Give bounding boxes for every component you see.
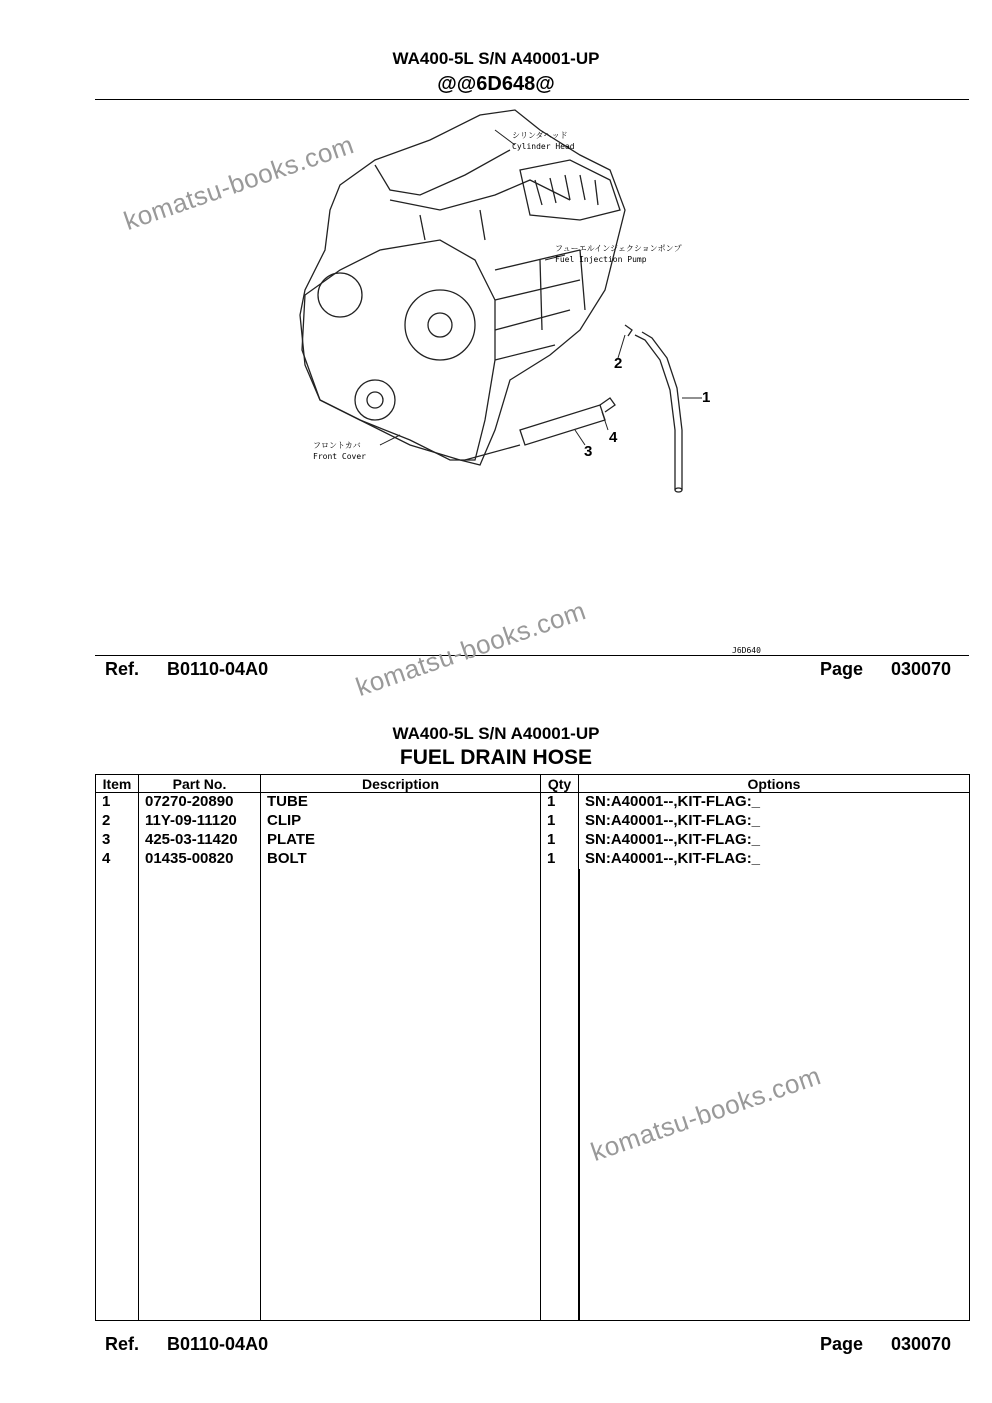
bottom-ref-label: Ref. (105, 1334, 140, 1354)
cylinder-head-label: Cylinder Head (512, 142, 575, 151)
part-no-cell: 07270-20890 (139, 793, 261, 813)
options-cell: SN:A40001--,KIT-FLAG:_ (579, 831, 970, 850)
model-title: WA400-5L S/N A40001-UP (392, 49, 600, 68)
part-no-cell: 425-03-11420 (139, 831, 261, 850)
options-cell: SN:A40001--,KIT-FLAG:_ (579, 812, 970, 831)
col-header-description: Description (261, 775, 541, 793)
item-cell: 1 (96, 793, 139, 813)
col-header-qty: Qty (541, 775, 579, 793)
watermark: komatsu-books.com (586, 1060, 825, 1168)
front-cover-label: Front Cover (313, 452, 366, 461)
bottom-ref-value: B0110-04A0 (167, 1334, 269, 1354)
table-filler-row (96, 869, 970, 1321)
table-row (96, 831, 970, 850)
filler-cell (541, 869, 579, 1321)
filler-cell (139, 869, 261, 1321)
options-cell: SN:A40001--,KIT-FLAG:_ (579, 850, 970, 869)
qty-cell: 1 (541, 793, 579, 813)
section-model-title: WA400-5L S/N A40001-UP (392, 724, 600, 743)
description-cell: PLATE (261, 831, 541, 850)
part-no-cell: 11Y-09-11120 (139, 812, 261, 831)
table-row (96, 793, 970, 813)
qty-cell: 1 (541, 850, 579, 869)
ref-value: B0110-04A0 (167, 659, 269, 679)
fuel-pump-label: Fuel Injection Pump (555, 255, 647, 264)
callout-3: 3 (584, 443, 593, 460)
front-cover-label-jp: フロントカバ (313, 441, 361, 450)
footer-top-divider (95, 655, 969, 656)
section-title: FUEL DRAIN HOSE (399, 746, 593, 769)
filler-cell (96, 869, 139, 1321)
col-header-options: Options (579, 775, 970, 793)
options-cell: SN:A40001--,KIT-FLAG:_ (579, 793, 970, 813)
fuel-pump-label-jp: フューエルインジェクションポンプ (555, 244, 682, 253)
col-header-item: Item (96, 775, 139, 793)
table-row (96, 812, 970, 831)
callout-4: 4 (609, 429, 618, 446)
description-cell: CLIP (261, 812, 541, 831)
drawing-code: J6D640 (732, 646, 761, 655)
engine-code: @@6D648@ (437, 73, 555, 95)
engine-illustration (280, 100, 730, 560)
item-cell: 4 (96, 850, 139, 869)
table-header-row (96, 775, 970, 793)
watermark: komatsu-books.com (119, 129, 358, 237)
description-cell: TUBE (261, 793, 541, 813)
item-cell: 2 (96, 812, 139, 831)
filler-cell (261, 869, 541, 1321)
page-label: Page (820, 659, 864, 679)
table-row (96, 850, 970, 869)
description-cell: BOLT (261, 850, 541, 869)
part-no-cell: 01435-00820 (139, 850, 261, 869)
ref-label: Ref. (105, 659, 140, 679)
parts-table (95, 774, 970, 1321)
cylinder-head-label-jp: シリンダヘッド (512, 131, 568, 140)
page-number: 030070 (891, 659, 952, 679)
bottom-page-label: Page (820, 1334, 864, 1354)
watermark: komatsu-books.com (351, 595, 590, 703)
qty-cell: 1 (541, 812, 579, 831)
callout-2: 2 (614, 355, 623, 372)
callout-1: 1 (702, 389, 711, 406)
qty-cell: 1 (541, 831, 579, 850)
item-cell: 3 (96, 831, 139, 850)
bottom-page-number: 030070 (891, 1334, 952, 1354)
col-header-part-no: Part No. (139, 775, 261, 793)
